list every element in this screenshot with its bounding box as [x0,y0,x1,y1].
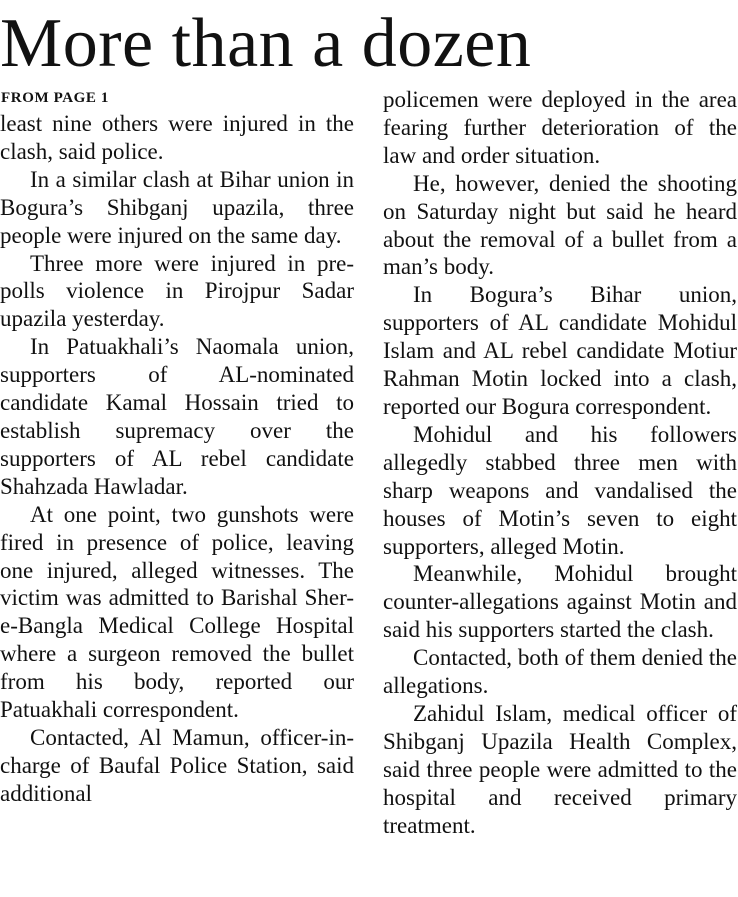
paragraph: least nine others were injured in the clash, said police. [0,111,354,164]
paragraph: Contacted, Al Mamun, officer-in-charge of Baufal Police Station, said additional [0,724,354,806]
headline: More than a dozen [0,5,532,82]
paragraph: At one point, two gunshots were fired in presence of police, leaving one injured, alleged witnesses. The victim was admitted to Barishal Sher-e-Bangla Medical College Hospital where a surgeon removed the bullet from his body, reported our Patuakhali correspondent. [0,501,354,723]
article-column-left [0,110,354,808]
paragraph: Meanwhile, Mohidul brought counter-allegations against Motin and said his supporters started the clash. [383,561,737,643]
paragraph: Three more were injured in pre-polls violence in Pirojpur Sadar upazila yesterday. [0,250,354,332]
paragraph: In Patuakhali’s Naomala union, supporters of AL-nominated candidate Kamal Hossain tried to establish supremacy over the supporters of AL rebel candidate Shahzada Hawladar. [0,334,354,499]
paragraph: In Bogura’s Bihar union, supporters of AL candidate Mohidul Islam and AL rebel candidate Motiur Rahman Motin locked into a clash, reported our Bogura correspondent. [383,282,737,419]
paragraph: Contacted, both of them denied the allegations. [383,645,737,699]
paragraph: Zahidul Islam, medical officer of Shibganj Upazila Health Complex, said three people were admitted to the hospital and received primary treatment. [383,700,737,838]
paragraph: policemen were deployed in the area fearing further deterioration of the law and order situation. [383,87,737,168]
continuation-kicker: FROM PAGE 1 [1,90,109,106]
paragraph: In a similar clash at Bihar union in Bogura’s Shibganj upazila, three people were injured on the same day. [0,166,354,248]
article-column-right [383,86,737,839]
paragraph: Mohidul and his followers allegedly stabbed three men with sharp weapons and vandalised the houses of Motin’s seven to eight supporters, alleged Motin. [383,421,737,559]
paragraph: He, however, denied the shooting on Saturday night but said he heard about the removal of a bullet from a man’s body. [383,170,737,280]
